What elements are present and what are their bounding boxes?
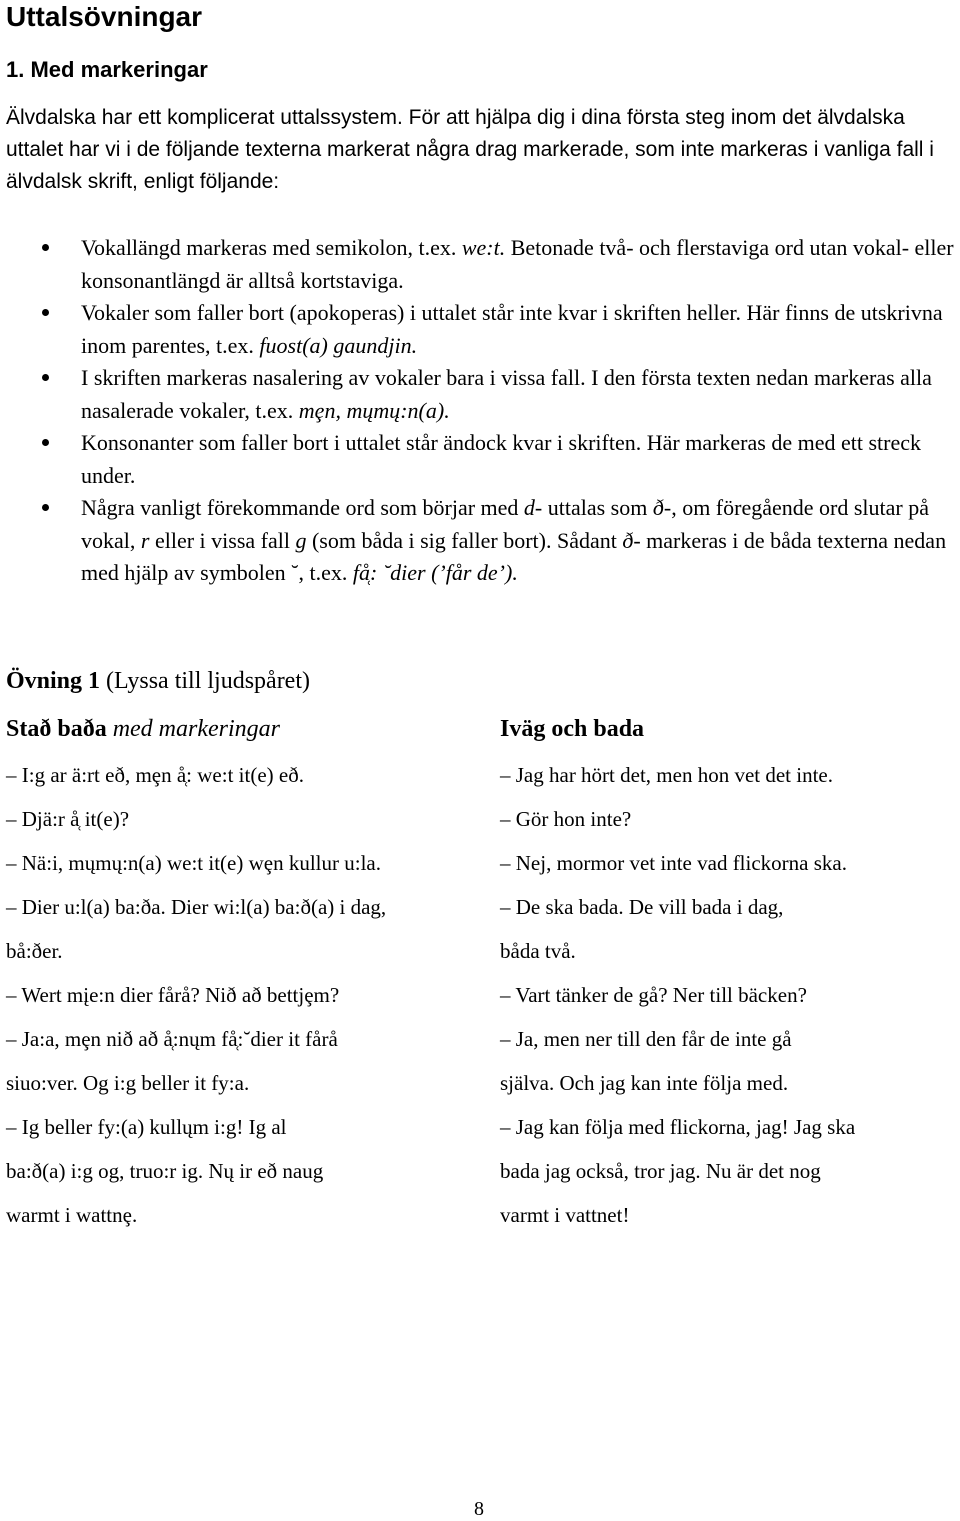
right-line: båda två. [500, 939, 576, 963]
left-line: – Ig beller fy:(a) kullųm i:g! Ig al [6, 1113, 287, 1141]
left-line: bå:ðer. [6, 939, 63, 963]
bullet-d-to-eth: Några vanligt förekommande ord som börjar med d- uttalas som ð-, om föregående ord slutar på vokal, r eller i vissa fall g (som båda i sig faller bort). Sådant ð- markeras i de båda texterna nedan med hjälp av symbolen ˘, t.ex. få̜: ˘dier (’får de’). [0, 492, 958, 590]
right-line: – Gör hon inte? [500, 805, 631, 833]
right-line: bada jag också, tror jag. Nu är det nog [500, 1159, 821, 1183]
left-line: ba:ð(a) i:g og, truo:r ig. Nų ir eð naug [6, 1159, 324, 1183]
bullet-apocope: Vokaler som faller bort (apokoperas) i uttalet står inte kvar i skriften heller. Här finns de utskrivna inom parentes, t.ex. fuost(a) gaundjin. [0, 297, 958, 362]
right-line: – Nej, mormor vet inte vad flickorna ska. [500, 849, 847, 877]
left-line: – Djä:r å̜ it(e)? [6, 805, 129, 833]
right-line: själva. Och jag kan inte följa med. [500, 1071, 789, 1095]
left-line: – Nä:i, mųmų:n(a) we:t it(e) wȩn kullur u:la. [6, 849, 381, 877]
right-line: – De ska bada. De vill bada i dag, [500, 893, 783, 921]
left-column-title: Stað baða med markeringar [6, 716, 280, 742]
left-line: – I:g ar ä:rt eð, mȩn å̜: we:t it(e) eð. [6, 761, 304, 789]
right-line: varmt i vattnet! [500, 1203, 630, 1227]
right-column-title: Iväg och bada [500, 716, 645, 742]
intro-paragraph: Älvdalska har ett komplicerat uttalssystem. För att hjälpa dig i dina första steg inom det älvdalska uttalet har vi i de följande texterna markerat några drag markerade, som inte markeras i vanliga fall i älvdalsk skrift, enligt följande: [6, 106, 934, 193]
page-number: 8 [474, 1498, 484, 1520]
bullet-silent-consonants: Konsonanter som faller bort i uttalet står ändock kvar i skriften. Här markeras de med ett streck under. [0, 427, 958, 492]
left-line: – Wert mįe:n dier fårå? Nið að bettjȩm? [6, 981, 339, 1009]
page-title: Uttalsövningar [6, 1, 203, 32]
bullet-vowel-length: Vokallängd markeras med semikolon, t.ex. we:t. Betonade två- och flerstaviga ord utan vokal- eller konsonantlängd är alltså kortstaviga. [0, 232, 958, 297]
bullet-nasalization: I skriften markeras nasalering av vokaler bara i vissa fall. I den första texten nedan markeras alla nasalerade vokaler, t.ex. mȩn, mųmų:n(a). [0, 362, 958, 427]
left-line: – Dier u:l(a) ba:ða. Dier wi:l(a) ba:ð(a) i dag, [6, 893, 386, 921]
right-line: – Jag kan följa med flickorna, jag! Jag ska [500, 1113, 855, 1141]
right-line: – Vart tänker de gå? Ner till bäcken? [500, 981, 807, 1009]
rules-list [0, 232, 958, 590]
section-heading: 1. Med markeringar [6, 57, 208, 82]
exercise-heading: Övning 1 (Lyssa till ljudspåret) [6, 668, 310, 694]
right-line: – Jag har hört det, men hon vet det inte. [500, 761, 833, 789]
left-line: warmt i wattnȩ. [6, 1203, 138, 1227]
left-line: – Ja:a, mȩn nið að å̜:nųm få̜:˘dier it fårå [6, 1025, 338, 1053]
left-line: siuo:ver. Og i:g beller it fy:a. [6, 1071, 250, 1095]
right-line: – Ja, men ner till den får de inte gå [500, 1025, 792, 1053]
